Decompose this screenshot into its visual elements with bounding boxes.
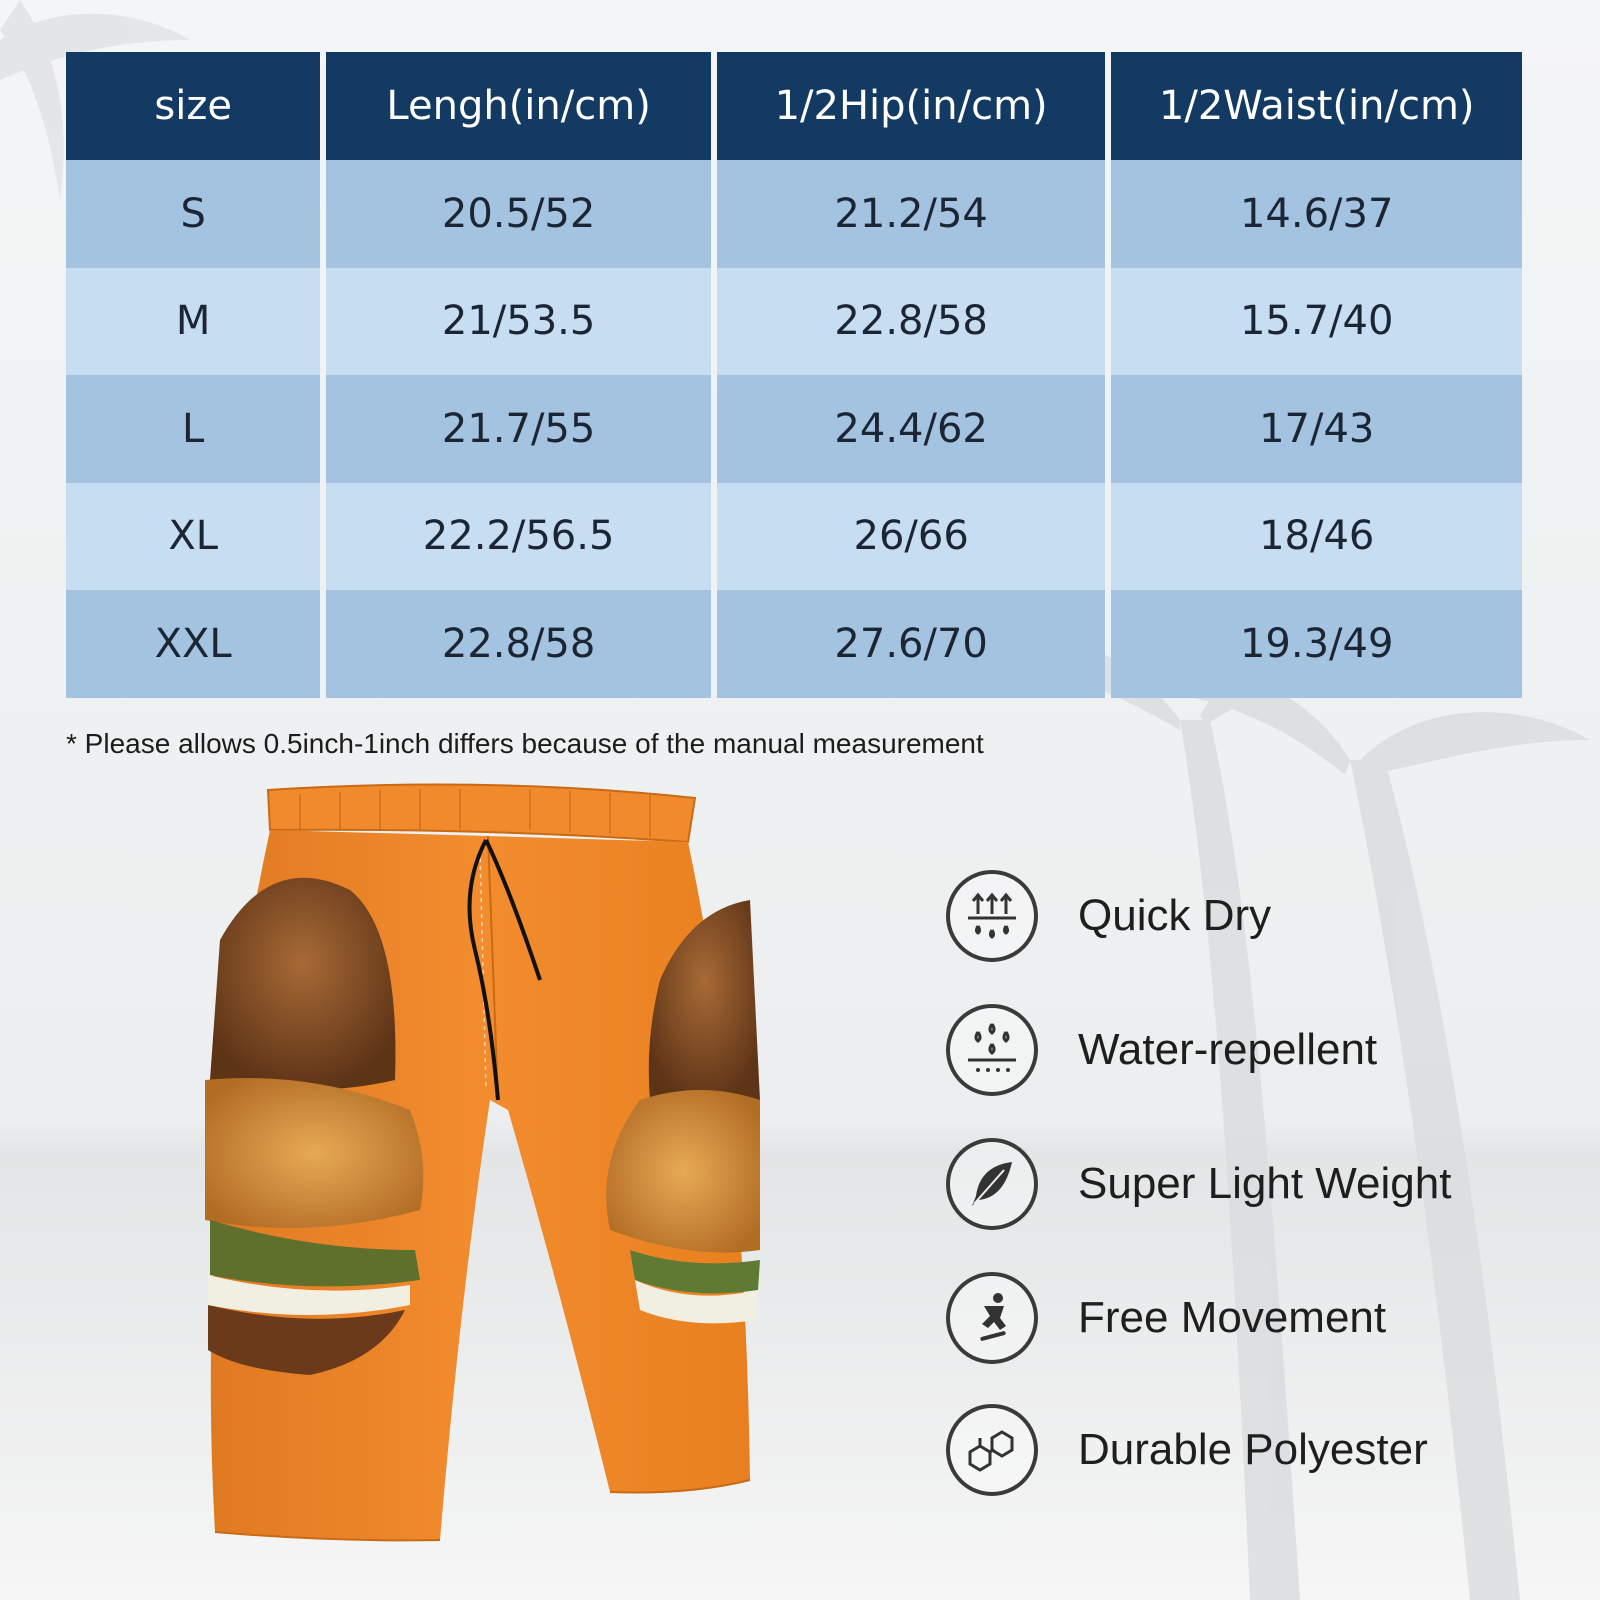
feature-label: Durable Polyester bbox=[1078, 1425, 1428, 1474]
cell-length: 21/53.5 bbox=[326, 268, 711, 376]
cell-size: L bbox=[66, 375, 320, 483]
cell-size: XL bbox=[66, 483, 320, 591]
size-chart-header-row bbox=[66, 52, 1522, 160]
table-row bbox=[66, 375, 1522, 483]
polyester-molecule-icon bbox=[946, 1404, 1038, 1496]
feature-label: Super Light Weight bbox=[1078, 1159, 1452, 1208]
table-row bbox=[66, 590, 1522, 698]
feature-label: Free Movement bbox=[1078, 1293, 1387, 1342]
skater-icon bbox=[946, 1272, 1038, 1364]
feature-free-movement bbox=[946, 1272, 1566, 1364]
header-half-waist: 1/2Waist(in/cm) bbox=[1111, 52, 1522, 160]
water-repellent-icon bbox=[946, 1004, 1038, 1096]
feature-water-repellent bbox=[946, 1004, 1566, 1096]
cell-waist: 17/43 bbox=[1111, 375, 1522, 483]
shorts-product-image bbox=[190, 780, 780, 1580]
feature-label: Water-repellent bbox=[1078, 1025, 1378, 1074]
cell-size: S bbox=[66, 160, 320, 268]
feature-super-light-weight bbox=[946, 1138, 1566, 1230]
quick-dry-icon bbox=[946, 870, 1038, 962]
cell-waist: 18/46 bbox=[1111, 483, 1522, 591]
cell-waist: 14.6/37 bbox=[1111, 160, 1522, 268]
cell-hip: 27.6/70 bbox=[717, 590, 1106, 698]
cell-hip: 21.2/54 bbox=[717, 160, 1106, 268]
table-row bbox=[66, 268, 1522, 376]
cell-waist: 19.3/49 bbox=[1111, 590, 1522, 698]
feature-label: Quick Dry bbox=[1078, 891, 1272, 940]
measurement-note: * Please allows 0.5inch-1inch differs because of the manual measurement bbox=[66, 728, 984, 759]
cell-hip: 22.8/58 bbox=[717, 268, 1106, 376]
cell-length: 20.5/52 bbox=[326, 160, 711, 268]
cell-hip: 24.4/62 bbox=[717, 375, 1106, 483]
cell-waist: 15.7/40 bbox=[1111, 268, 1522, 376]
table-row bbox=[66, 483, 1522, 591]
cell-size: XXL bbox=[66, 590, 320, 698]
feather-icon bbox=[946, 1138, 1038, 1230]
header-length: Lengh(in/cm) bbox=[326, 52, 711, 160]
size-chart-table bbox=[60, 52, 1528, 698]
cell-length: 22.2/56.5 bbox=[326, 483, 711, 591]
table-row bbox=[66, 160, 1522, 268]
feature-quick-dry bbox=[946, 870, 1566, 962]
cell-hip: 26/66 bbox=[717, 483, 1106, 591]
header-size: size bbox=[66, 52, 320, 160]
cell-length: 22.8/58 bbox=[326, 590, 711, 698]
feature-durable-polyester bbox=[946, 1404, 1566, 1496]
cell-size: M bbox=[66, 268, 320, 376]
header-half-hip: 1/2Hip(in/cm) bbox=[717, 52, 1106, 160]
cell-length: 21.7/55 bbox=[326, 375, 711, 483]
